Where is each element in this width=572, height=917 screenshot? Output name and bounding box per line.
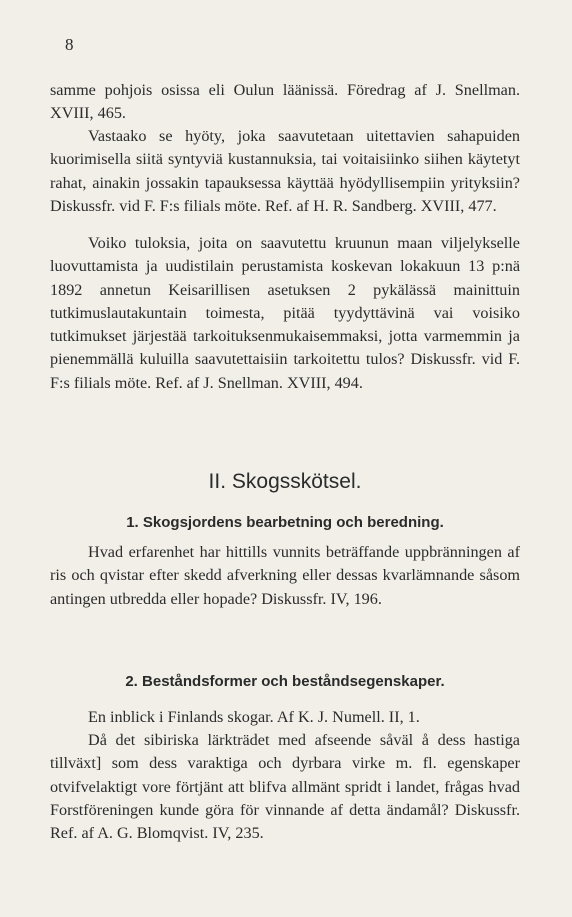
paragraph-continued: samme pohjois osissa eli Oulun läänissä. Föredrag af J. Snellman. XVIII, 465.	[50, 81, 520, 123]
paragraph-finland-forests: En inblick i Finlands skogar. Af K. J. Numell. II, 1.	[88, 708, 420, 726]
paragraph-burning-branches: Hvad erfarenhet har hittills vunnits beträffande uppbränningen af ris och qvistar efter skedd afverkning eller dessas kvarlämnande såsom antingen utbredda eller hopade? Diskussfr. IV, 196.	[50, 543, 520, 608]
subsection-title-2: 2. Beståndsformer och beståndsegenskaper.	[125, 673, 445, 690]
paragraph-question-investigation: Voiko tuloksia, joita on saavutettu kruunun maan viljelykselle luovuttamista ja uudistilain perustamista koskevan lokakuun 13 p:nä 1892 annetun Keisarillisen asetuksen 2 pykälässä mainittuin tutkimuslautakuntain toimesta, pitää tyydyttävinä vai voisiko tutkimukset järjestää tarkoituksenmukaisemmaksi, jotta varmemmin ja pienemmällä kuluilla saavutettaisiin tarkoitettu tulos? Diskussfr. vid F. F:s filials möte. Ref. af J. Snellman. XVIII, 494.	[50, 234, 520, 392]
paragraph-siberian-larch: Då det sibiriska lärkträdet med afseende såväl å dess hastiga tillväxt] som dess varaktiga och dyrbara virke m. fl. egenskaper otvifvelaktigt vore förtjänt att blifva allmänt spridt i landet, frågas hvad Forstföreningen kunde göra för vinnande af detta ändamål? Diskussfr. Ref. af A. G. Blomqvist. IV, 235.	[50, 731, 520, 843]
page-number: 8	[65, 35, 74, 54]
paragraph-question-timber-peeling: Vastaako se hyöty, joka saavutetaan uitettavien sahapuiden kuorimisella siitä syntyviä kustannuksia, tai voitaisiinko siihen käytetyt rahat, ainakin jossakin tapauksessa käyttää hyödyllisempiin yrityksiin? Diskussfr. vid F. F:s filials möte. Ref. af H. R. Sandberg. XVIII, 477.	[50, 127, 520, 215]
section-title: II. Skogsskötsel.	[208, 470, 362, 493]
subsection-title-1: 1. Skogsjordens bearbetning och beredning.	[126, 514, 444, 531]
